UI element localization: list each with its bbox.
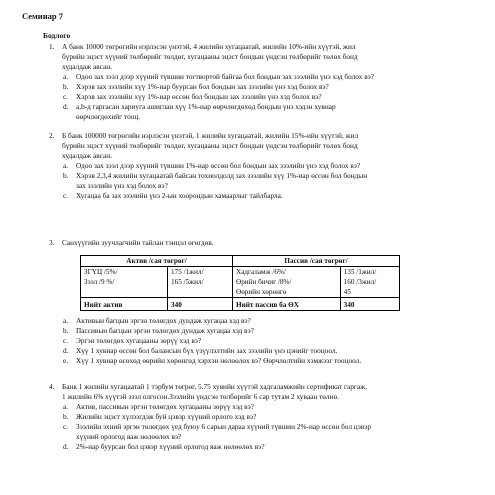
subquestion-1b bbox=[63, 82, 486, 92]
table-row bbox=[81, 277, 400, 287]
subquestion-2a bbox=[63, 161, 486, 171]
question-number: 2. bbox=[49, 131, 55, 140]
question-4 bbox=[49, 382, 482, 402]
table-total-row bbox=[81, 298, 400, 311]
subquestion-letter: a. bbox=[63, 316, 69, 325]
question-line: бүрийн эцэст хүүний төлбөрийг төлдөг, хугацааны эцэст бондын үндсэн төлбөрийг төлөх бонд bbox=[62, 52, 358, 61]
subquestion-letter: d. bbox=[63, 102, 69, 111]
asset-name: ЗГҮЦ /5%/ bbox=[81, 267, 168, 278]
question-line: худалдаж авсан. bbox=[62, 62, 112, 71]
liability-name: Өрийн бичиг /8%/ bbox=[233, 277, 341, 287]
subquestion-letter: b. bbox=[63, 82, 69, 91]
asset-value: 165 /5жил/ bbox=[168, 277, 233, 287]
total-liabilities-value: 340 bbox=[340, 298, 399, 311]
subquestion-line: Хүү 1 хувиар өссөн бол балансын бүх үзүүлэлтийн зах зээлийн үнэ цэнийг тооцоол. bbox=[76, 346, 338, 355]
subquestion-letter: d. bbox=[63, 442, 69, 451]
question-line: Б банк 100000 төгрөгийн нэрлэсэн үнэтэй, 1 жилийн хугацаатай, жилийн 15%-ийн хүүтэй, жил bbox=[62, 131, 359, 140]
subquestion-4d bbox=[63, 442, 486, 452]
subquestion-line: өөрчлөгдөхийг тооц. bbox=[76, 112, 141, 121]
subquestion-line: 2%-иар буурсан бол цэвэр хүүний орлогод яаж нөлөөлөх вэ? bbox=[76, 442, 265, 451]
assets-header: Актив /сая төгрөг/ bbox=[81, 256, 233, 267]
table-header-row bbox=[81, 256, 400, 267]
section-title: Бодлого bbox=[43, 31, 71, 40]
subquestion-1c bbox=[63, 92, 486, 102]
table-row bbox=[81, 287, 400, 298]
subquestion-4a bbox=[63, 402, 486, 412]
subquestion-line: Жилийн эцэст хүлээгдэж буй цэвэр хүүний орлого хэд вэ? bbox=[76, 412, 257, 421]
subquestion-3d bbox=[63, 346, 486, 356]
subquestion-3b bbox=[63, 326, 486, 336]
subquestion-line: Хүү 1 хувиар өсөхөд өөрийн хөрөнгөд хэрхэн нөлөөлөх вэ? Өөрчлөлтийн хэмжээг тооцоол. bbox=[76, 356, 362, 365]
question-line: А банк 10000 төгрөгийн нэрлэсэн үнэтэй, 4 жилийн хугацаатай, жилийн 10%-ийн хүүтэй, жил bbox=[62, 42, 356, 51]
subquestion-line: Эргэн төлөгдөх хугацааны зөрүү хэд вэ? bbox=[76, 336, 202, 345]
question-2 bbox=[49, 131, 482, 161]
subquestion-letter: d. bbox=[63, 346, 69, 355]
subquestion-2b bbox=[63, 171, 486, 191]
subquestion-line: Хэрэв зах зээлийн хүү 1%-иар буурсан бол бондын зах зээлийн үнэ хэд болох вэ? bbox=[76, 82, 329, 91]
question-number: 4. bbox=[49, 382, 55, 391]
subquestion-letter: a. bbox=[63, 72, 69, 81]
question-3 bbox=[49, 238, 482, 248]
total-liabilities-label: Нийт пассив ба ӨХ bbox=[233, 298, 341, 311]
liability-value: 135 /1жил/ bbox=[340, 267, 399, 278]
subquestion-letter: b. bbox=[63, 412, 69, 421]
subquestion-1a bbox=[63, 72, 486, 82]
page-title: Семинар 7 bbox=[22, 11, 63, 21]
asset-name: Зээл /9 %/ bbox=[81, 277, 168, 287]
liability-name: Өөрийн хөрөнгө bbox=[233, 287, 341, 298]
subquestion-4c bbox=[63, 422, 486, 442]
subquestion-line: a,b-д гаргасан хариуга ашиглан хүү 1%-иар өөрчлөгдөхөд бондын үнэ хэдэн хувиар bbox=[76, 102, 336, 111]
asset-value: 175 /1жил/ bbox=[168, 267, 233, 278]
subquestion-letter: c. bbox=[63, 336, 69, 345]
subquestion-line: Хэрэв зах зээлийн хүү 1%-иар өссөн бол бондын зах зээлийн үнэ хэд болох вэ? bbox=[76, 92, 322, 101]
subquestion-letter: a. bbox=[63, 161, 69, 170]
subquestion-line: Одоо зах зээл дээр хүүний түвшин 1%-иар өссөн бол бондын зах зээлийн үнэ хэд болох вэ? bbox=[76, 161, 361, 170]
subquestion-line: Пассивын багцын эргэн төлөгдөх дундаж хугацаа хэд вэ? bbox=[76, 326, 254, 335]
subquestion-letter: c. bbox=[63, 191, 69, 200]
question-line: Санхүүгийн зуучлагчийн тайлан тэнцэл өгөгдөв. bbox=[62, 238, 214, 247]
subquestion-line: Актив, пассивын эргэн төлөгдөх хугацааны зөрүү хэд вэ? bbox=[76, 402, 254, 411]
subquestion-letter: c. bbox=[63, 92, 69, 101]
subquestion-line: Хэрэв 2,3,4 жилийн хугацаатай байсан тохиолдолд зах зээлийн хүү 1%-иар өссөн бол бондын bbox=[76, 171, 368, 180]
total-assets-label: Нийт актив bbox=[81, 298, 168, 311]
liability-name: Хадгаламж /6%/ bbox=[233, 267, 341, 278]
subquestion-2c bbox=[63, 191, 486, 201]
subquestion-letter: b. bbox=[63, 326, 69, 335]
question-line: Банк 1 жилийн хугацаатай 1 тэрбум төгрөг, 5.75 хувийн хүүтэй хадгаламжийн сертификат гаргаж, bbox=[62, 382, 367, 391]
subquestion-letter: a. bbox=[63, 402, 69, 411]
subquestion-4b bbox=[63, 412, 486, 422]
question-line: 1 жилийн 6% хүүтэй зээл олгосон.Зээлийн үндсэн төлбөрийг 6 сар тутам 2 хуваан төлнө. bbox=[62, 392, 339, 401]
question-1 bbox=[49, 42, 482, 72]
subquestion-letter: e. bbox=[63, 356, 69, 365]
subquestion-3c bbox=[63, 336, 486, 346]
table-row bbox=[81, 267, 400, 278]
subquestion-3a bbox=[63, 316, 486, 326]
liability-value: 160 /3жил/ bbox=[340, 277, 399, 287]
subquestion-line: хүүний орлогод яаж нөлөөлөх вэ? bbox=[76, 432, 182, 441]
asset-name bbox=[81, 287, 168, 298]
asset-value bbox=[168, 287, 233, 298]
subquestion-line: Активын багцын эргэн төлөгдөх дундаж хугацаа хэд вэ? bbox=[76, 316, 251, 325]
subquestion-line: Хугацаа ба зах зээлийн үнэ 2-ын хоорондын хамаарлыг тайлбарла. bbox=[76, 191, 283, 200]
total-assets-value: 340 bbox=[168, 298, 233, 311]
question-number: 3. bbox=[49, 238, 55, 247]
question-number: 1. bbox=[49, 42, 55, 51]
subquestion-1d bbox=[63, 102, 486, 122]
subquestion-line: Зээлийн эхний эргэн төлөгдөх үед буюу 6 сарын дараа хүүний түвшин 2%-иар өссөн бол цэвэр bbox=[76, 422, 372, 431]
subquestion-letter: c. bbox=[63, 422, 69, 431]
question-line: худалдаж авсан. bbox=[62, 151, 112, 160]
balance-sheet-table bbox=[80, 255, 400, 311]
subquestion-letter: b. bbox=[63, 171, 69, 180]
question-line: бүрийн эцэст хүүний төлбөрийг төлдөг, хугацааны эцэст бондын үндсэн төлбөрийг төлөх бонд bbox=[62, 141, 358, 150]
subquestion-line: Одоо зах зээл дээр хүүний түвшин тогтвортой байгаа бол бондын зах зээлийн үнэ хэд болох вэ? bbox=[76, 72, 375, 81]
liability-value: 45 bbox=[340, 287, 399, 298]
liabilities-header: Пассив /сая төгрөг/ bbox=[233, 256, 400, 267]
subquestion-3e bbox=[63, 356, 486, 366]
subquestion-line: зах зээлийн үнэ хэд болох вэ? bbox=[76, 181, 168, 190]
